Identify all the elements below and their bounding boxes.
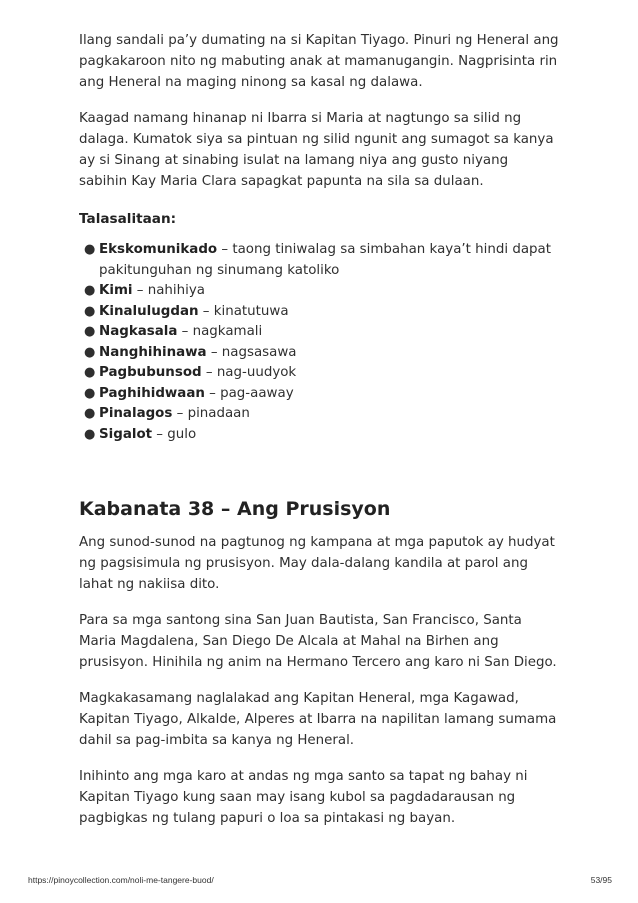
list-item xyxy=(84,281,559,302)
vocab-definition: – nagsasawa xyxy=(206,344,297,360)
vocab-term: Sigalot xyxy=(99,426,153,442)
paragraph: Ang sunod-sunod na pagtunog ng kampana at mga paputok ay hudyat ng pagsisimula ng prusisyon. May dala-dalang kandila at parol ang lahat ng nakiisa dito. xyxy=(79,535,555,592)
list-item xyxy=(84,343,559,364)
bullet-icon: ● xyxy=(84,365,96,380)
paragraph: Magkakasamang naglalakad ang Kapitan Heneral, mga Kagawad, Kapitan Tiyago, Alkalde, Alperes at Ibarra na napilitan lamang sumama dahil sa pag-imbita sa kanya ng Heneral. xyxy=(79,691,557,748)
vocab-definition: – nahihiya xyxy=(132,283,205,298)
vocab-term: Ekskomunikado xyxy=(99,242,218,257)
list-item xyxy=(84,322,559,343)
chapter-title: Kabanata 38 – Ang Prusisyon xyxy=(79,498,391,520)
page-footer xyxy=(28,875,612,885)
bullet-icon: ● xyxy=(84,344,96,360)
vocab-definition: – taong tiniwalag sa simbahan kaya’t hindi dapat pakitunguhan ng sinumang katoliko xyxy=(99,242,551,278)
bullet-icon: ● xyxy=(84,303,96,319)
paragraph: Kaagad namang hinanap ni Ibarra si Maria at nagtungo sa silid ng dalaga. Kumatok siya sa pintuan ng silid ngunit ang sumagot sa kanya ay si Sinang at sinabing isulat na lamang niya ang gusto niyang sabihin Kay Maria Clara sapagkat papunta na sila sa dulaan. xyxy=(79,111,554,189)
bullet-icon: ● xyxy=(84,283,96,298)
paragraph: Inihinto ang mga karo at andas ng mga santo sa tapat ng bahay ni Kapitan Tiyago kung saan may isang kubol sa pagdadarausan ng pagbigkas ng tulang papuri o loa sa pintakasi ng bayan. xyxy=(79,769,528,826)
source-url[interactable]: https://pinoycollection.com/noli-me-tangere-buod/ xyxy=(28,875,214,885)
list-item xyxy=(84,425,559,446)
vocab-term: Kinalulugdan xyxy=(99,303,199,319)
list-item xyxy=(84,363,559,384)
bullet-icon: ● xyxy=(84,385,96,401)
list-item xyxy=(84,384,559,405)
vocab-definition: – pag-aaway xyxy=(204,385,294,401)
page-number: 53/95 xyxy=(590,875,612,885)
document-body xyxy=(79,30,559,829)
list-item xyxy=(84,240,559,281)
vocab-definition: – nag-uudyok xyxy=(201,365,297,380)
vocab-definition: – nagkamali xyxy=(177,324,263,339)
paragraph: Ilang sandali pa’y dumating na si Kapitan Tiyago. Pinuri ng Heneral ang pagkakaroon nito ng mabuting anak at mamanugangin. Nagprisinta rin ang Heneral na maging ninong sa kasal ng dalawa. xyxy=(79,33,559,90)
bullet-icon: ● xyxy=(84,242,96,257)
bullet-icon: ● xyxy=(84,406,96,421)
vocabulary-list xyxy=(79,240,559,445)
list-item xyxy=(84,302,559,323)
bullet-icon: ● xyxy=(84,324,96,339)
vocab-term: Pinalagos xyxy=(99,406,173,421)
vocab-term: Paghihidwaan xyxy=(99,385,205,401)
vocab-definition: – gulo xyxy=(152,426,197,442)
vocab-term: Pagbubunsod xyxy=(99,365,202,380)
paragraph: Para sa mga santong sina San Juan Bautista, San Francisco, Santa Maria Magdalena, San Diego De Alcala at Mahal na Birhen ang prusisyon. Hinihila ng anim na Hermano Tercero ang karo ni San Diego. xyxy=(79,613,557,670)
vocabulary-heading: Talasalitaan: xyxy=(79,211,177,227)
vocab-definition: – pinadaan xyxy=(172,406,250,421)
vocab-term: Kimi xyxy=(99,283,133,298)
list-item xyxy=(84,404,559,425)
bullet-icon: ● xyxy=(84,426,96,442)
vocab-definition: – kinatutuwa xyxy=(198,303,289,319)
vocab-term: Nanghihinawa xyxy=(99,344,207,360)
vocab-term: Nagkasala xyxy=(99,324,178,339)
